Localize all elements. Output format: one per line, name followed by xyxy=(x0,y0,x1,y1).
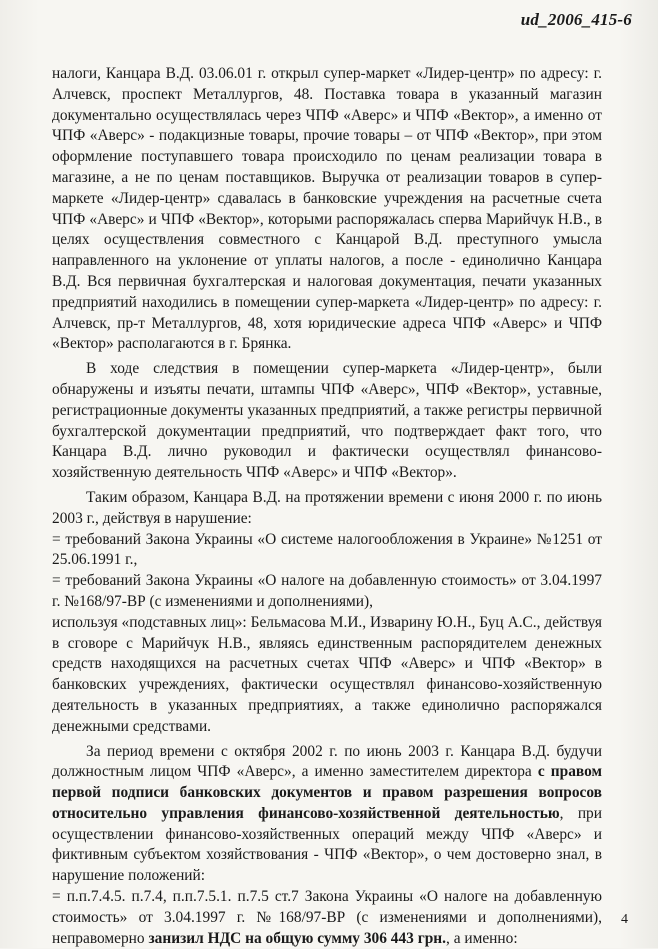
paragraph-7 xyxy=(52,742,602,888)
paragraph-8 xyxy=(52,887,602,949)
paragraph-7-emphasis: с правом первой подписи банковских документов и правом разрешения вопросов относительно управления финансово-хозяйственной деятельностью xyxy=(52,763,602,822)
document-id: ud_2006_415-6 xyxy=(520,10,632,29)
document-body xyxy=(52,64,602,949)
paragraph-1: налоги, Канцара В.Д. 03.06.01 г. открыл супер-маркет «Лидер-центр» по адресу: г. Алчевск, проспект Металлургов, 48. Поставка товара в указанный магазин документально осуществлялась через ЧПФ «Аверс» и ЧПФ «Вектор», а именно от ЧПФ «Аверс» - подакцизные товары, прочие товары – от ЧПФ «Вектор», при этом оформление поступавшего товара происходило по ценам реализации товара в магазине, а не по ценам поставщиков. Выручка от реализации товаров в супер-маркете «Лидер-центр» сдавалась в банковские учреждения на расчетные счета ЧПФ «Аверс» и ЧПФ «Вектор», которыми распоряжалась сперва Марийчук Н.В., в целях осуществления совместного с Канцарой В.Д. преступного умысла направленного на уклонение от уплаты налогов, а после - единолично Канцара В.Д. Вся первичная бухгалтерская и налоговая документация, печати указанных предприятий находились в помещении супер-маркета «Лидер-центр» по адресу: г. Алчевск, пр-т Металлургов, 48, хотя юридические адреса ЧПФ «Аверс» и ЧПФ «Вектор» располагаются в г. Брянка. xyxy=(52,65,602,353)
paragraph-7-part-c: , при осуществлении финансово-хозяйственных операций между ЧПФ «Аверс» и фиктивным субъектом хозяйствования - ЧПФ «Вектор», о чем достоверно знал, в нарушение положений: xyxy=(52,804,602,885)
paragraph-8-part-a: = п.п.7.4.5. п.7.4, п.п.7.5.1. п.7.5 ст.7 Закона Украины «О налоге на добавленную стоимость» от 3.04.1997 г. №168/97-ВР (с изменениями и дополнениями), неправомерно xyxy=(52,888,602,947)
paragraph-7-part-a: За период времени с октября 2002 г. по июнь 2003 г. Канцара В.Д. будучи должностным лицом ЧПФ «Аверс», а именно заместителем директора xyxy=(52,742,602,781)
paragraph-3: Таким образом, Канцара В.Д. на протяжении времени с июня 2000 г. по июнь 2003 г., действуя в нарушение: xyxy=(52,488,602,527)
paragraph-8-part-c: , а именно: xyxy=(446,929,518,947)
paragraph-2: В ходе следствия в помещении супер-маркета «Лидер-центр», были обнаружены и изъяты печати, штампы ЧПФ «Аверс», ЧПФ «Вектор», уставные, регистрационные документы указанных предприятий, а также регистры первичной бухгалтерской документации предприятий, что подтверждает факт того, что Канцара В.Д. лично руководил и фактически осуществлял финансово-хозяйственную деятельность ЧПФ «Аверс» и ЧПФ «Вектор». xyxy=(52,360,602,482)
paragraph-8-emphasis: занизил НДС на общую сумму 306 443 грн. xyxy=(148,929,446,947)
paragraph-4: = требований Закона Украины «О системе налогообложения в Украине» №1251 от 25.06.1991 г., xyxy=(52,530,602,569)
page-number: 4 xyxy=(621,912,628,927)
paragraph-6: используя «подставных лиц»: Бельмасова М.И., Изварину Ю.Н., Буц А.С., действуя в сговоре с Марийчук Н.В., являясь единственным распорядителем денежных средств находящихся на расчетных счетах ЧПФ «Аверс» и ЧПФ «Вектор» в банковских учреждениях, фактически осуществлял финансово-хозяйственную деятельность в указанных предприятиях, а также единолично распоряжался денежными средствами. xyxy=(52,613,602,735)
paragraph-5: = требований Закона Украины «О налоге на добавленную стоимость» от 3.04.1997 г. №168/97-ВР (с изменениями и дополнениями), xyxy=(52,572,602,610)
